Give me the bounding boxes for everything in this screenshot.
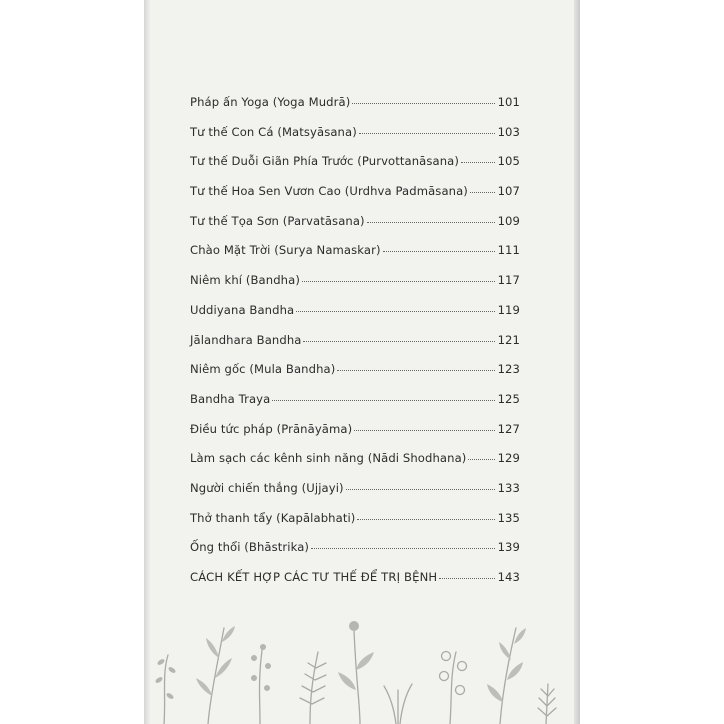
dot-leader: [296, 311, 494, 312]
toc-entry-page: 105: [497, 154, 520, 169]
toc-entry-page: 125: [497, 391, 520, 406]
toc-entry: [190, 273, 520, 303]
toc-entry: [190, 333, 520, 363]
toc-entry: [190, 154, 520, 184]
toc-entry-page: 143: [497, 570, 520, 584]
table-of-contents: [190, 95, 520, 600]
toc-entry: [190, 184, 520, 214]
toc-entry: [190, 362, 520, 392]
dot-leader: [383, 251, 495, 252]
toc-entry-page: 139: [497, 540, 520, 555]
dot-leader: [337, 370, 494, 371]
toc-entry-title: Bandha Traya: [190, 391, 271, 406]
toc-entry-page: 119: [497, 302, 520, 317]
toc-entry: [190, 422, 520, 452]
dot-leader: [439, 578, 494, 579]
toc-entry-page: 103: [497, 124, 520, 139]
dot-leader: [303, 341, 494, 342]
toc-entry: [190, 481, 520, 511]
toc-entry-title: Pháp ấn Yoga (Yoga Mudrā): [190, 95, 351, 109]
toc-entry: [190, 392, 520, 422]
toc-entry-page: 121: [497, 332, 520, 347]
toc-entry-title: Ống thổi (Bhāstrika): [190, 540, 310, 555]
dot-leader: [367, 222, 495, 223]
dot-leader: [346, 489, 495, 490]
dot-leader: [461, 162, 495, 163]
toc-entry-page: 123: [497, 362, 520, 377]
toc-entry-title: Tư thế Con Cá (Matsyāsana): [190, 124, 357, 139]
dot-leader: [468, 459, 494, 460]
toc-chapter-entry: [190, 570, 520, 600]
toc-entry-page: 101: [497, 95, 520, 109]
dot-leader: [352, 103, 494, 104]
dot-leader: [272, 400, 494, 401]
toc-entry: [190, 95, 520, 125]
dot-leader: [470, 192, 495, 193]
toc-entry-title: Uddiyana Bandha: [190, 302, 295, 317]
toc-entry-title: Niêm gốc (Mula Bandha): [190, 362, 336, 377]
toc-entry-title: Tư thế Duỗi Giãn Phía Trước (Purvottanāsana): [190, 154, 459, 169]
toc-entry-title: CÁCH KẾT HỢP CÁC TƯ THẾ ĐỂ TRỊ BỆNH: [190, 570, 438, 584]
toc-entry-page: 109: [497, 213, 520, 228]
toc-entry-page: 127: [497, 421, 520, 436]
toc-entry-title: Chào Mặt Trời (Surya Namaskar): [190, 243, 381, 258]
dot-leader: [311, 548, 495, 549]
toc-entry-page: 107: [497, 184, 520, 199]
toc-entry-title: Người chiến thắng (Ujjayi): [190, 480, 344, 495]
toc-entry-page: 117: [497, 273, 520, 288]
toc-entry: [190, 451, 520, 481]
toc-entry-page: 135: [497, 510, 520, 525]
toc-entry-title: Thở thanh tẩy (Kapālabhati): [190, 510, 356, 525]
toc-entry-title: Tư thế Tọa Sơn (Parvatāsana): [190, 213, 365, 228]
toc-entry: [190, 214, 520, 244]
toc-entry-page: 129: [497, 451, 520, 466]
dot-leader: [357, 519, 494, 520]
toc-entry-title: Niêm khí (Bandha): [190, 273, 300, 288]
toc-entry-page: 133: [497, 480, 520, 495]
toc-entry-title: Điều tức pháp (Prānāyāma): [190, 421, 353, 436]
toc-entry: [190, 303, 520, 333]
dot-leader: [354, 430, 494, 431]
toc-entry: [190, 125, 520, 155]
toc-entry-title: Jālandhara Bandha: [190, 332, 302, 347]
toc-entry-title: Làm sạch các kênh sinh năng (Nādi Shodhana): [190, 451, 467, 466]
toc-entry: [190, 243, 520, 273]
botanical-illustration: [150, 600, 574, 724]
toc-entry: [190, 511, 520, 541]
dot-leader: [359, 133, 495, 134]
toc-entry-title: Tư thế Hoa Sen Vươn Cao (Urdhva Padmāsana): [190, 184, 468, 199]
toc-entry: [190, 540, 520, 570]
toc-entry-page: 111: [497, 243, 520, 258]
dot-leader: [302, 281, 495, 282]
